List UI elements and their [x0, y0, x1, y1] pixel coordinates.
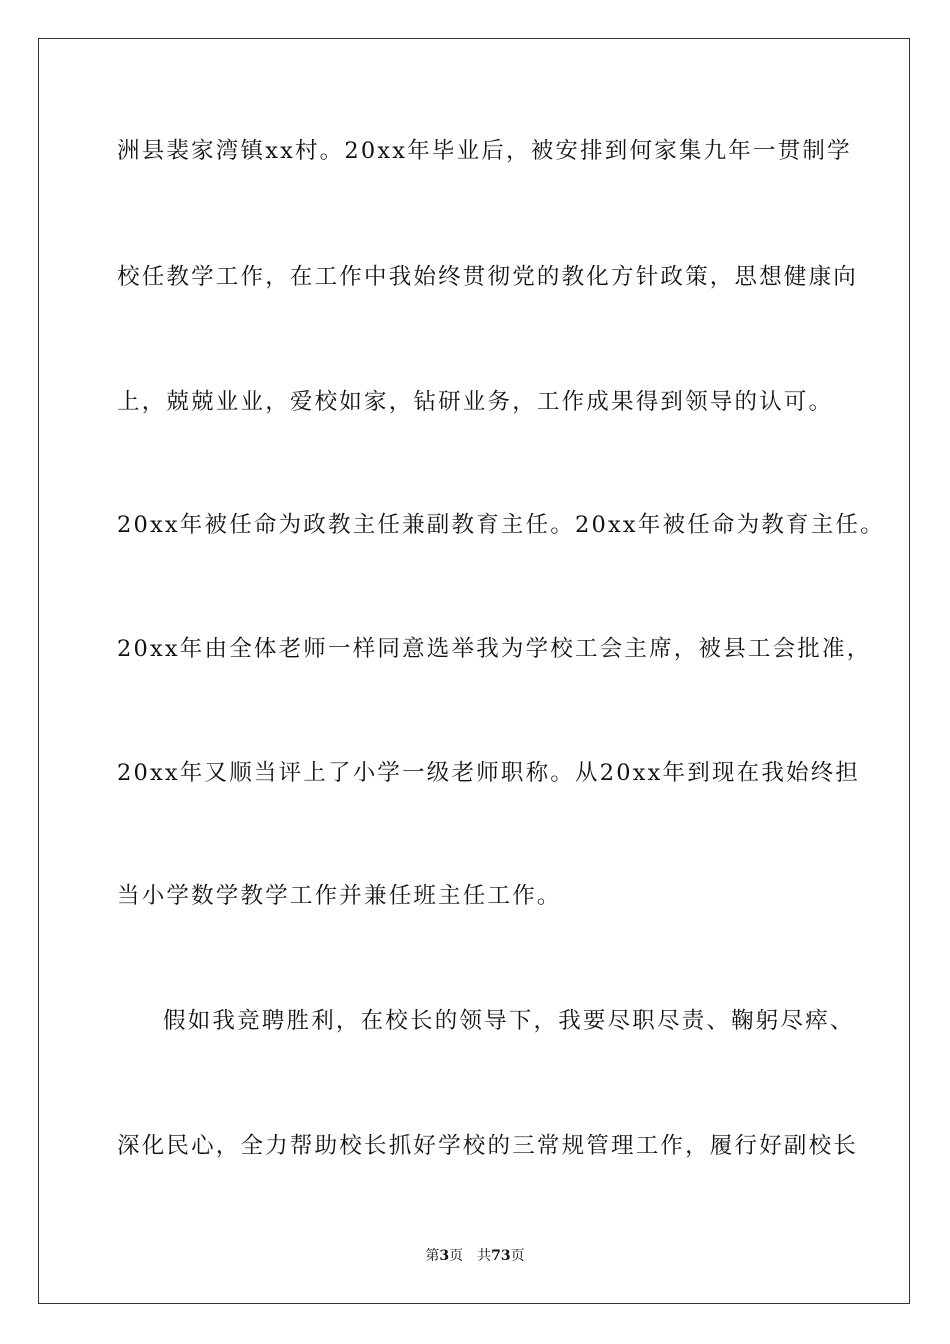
body-text-line-1: 洲县裴家湾镇xx村。20xx年毕业后，被安排到何家集九年一贯制学 [117, 138, 852, 164]
total-prefix: 共 [477, 1248, 492, 1264]
page-suffix: 页 [449, 1248, 464, 1264]
body-text-line-2: 校任教学工作，在工作中我始终贯彻党的教化方针政策，思想健康向 [117, 264, 859, 290]
body-text-line-7: 当小学数学教学工作并兼任班主任工作。 [117, 883, 562, 909]
page-number: 3 [439, 1248, 450, 1264]
body-text-line-9: 深化民心，全力帮助校长抓好学校的三常规管理工作，履行好副校长 [117, 1133, 859, 1159]
page-border [38, 38, 910, 1304]
body-text-line-6: 20xx年又顺当评上了小学一级老师职称。从20xx年到现在我始终担 [117, 760, 861, 786]
page-footer [0, 1247, 950, 1265]
page-prefix: 第 [425, 1248, 440, 1264]
total-suffix: 页 [510, 1248, 525, 1264]
paragraph-start-line: 假如我竞聘胜利，在校长的领导下，我要尽职尽责、鞠躬尽瘁、 [163, 1008, 855, 1034]
total-pages: 73 [491, 1248, 511, 1264]
body-text-line-4: 20xx年被任命为政教主任兼副教育主任。20xx年被任命为教育主任。 [117, 512, 885, 538]
body-text-line-3: 上，兢兢业业，爱校如家，钻研业务，工作成果得到领导的认可。 [117, 389, 834, 415]
body-text-line-5: 20xx年由全体老师一样同意选举我为学校工会主席，被县工会批准， [117, 636, 872, 662]
